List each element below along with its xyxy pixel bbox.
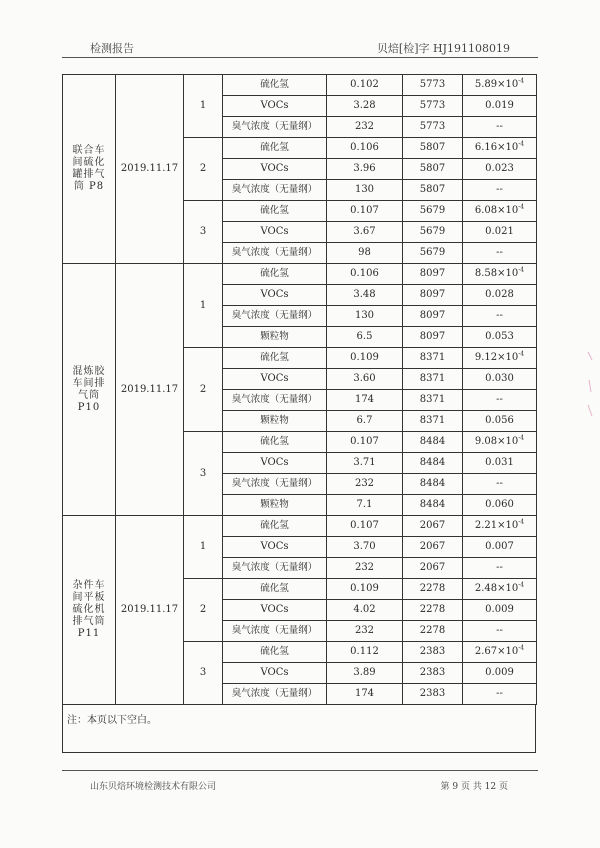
source-name-line: P10 [77,401,101,413]
emission-rate-cell [463,264,537,285]
concentration-cell: 4.02 [327,600,403,621]
emission-rate-cell: 0.019 [463,96,537,117]
pollutant-cell: VOCs [223,453,327,474]
pollutant-cell: VOCs [223,222,327,243]
table-row [63,75,537,96]
rate-exponent: -4 [518,77,525,85]
concentration-cell: 232 [327,558,403,579]
seal-fragment [586,350,592,420]
concentration-cell: 7.1 [327,495,403,516]
pollutant-cell: 颗粒物 [223,411,327,432]
source-name-line: 车间排 [72,377,106,389]
rate-mantissa: 6.08×10 [474,205,519,216]
concentration-cell: 0.107 [327,201,403,222]
header-rule [62,57,538,58]
concentration-cell: 0.109 [327,579,403,600]
source-name-line: 混炼胶 [72,365,106,377]
concentration-cell: 3.89 [327,663,403,684]
emission-rate-cell: -- [463,243,537,264]
table-row [63,264,537,285]
pollutant-cell: VOCs [223,159,327,180]
emission-rate-cell: -- [463,390,537,411]
pollutant-cell: 硫化氢 [223,348,327,369]
footer-rule [62,770,538,771]
emission-rate-cell: 0.009 [463,663,537,684]
emission-rate-cell [463,75,537,96]
flow-cell: 5679 [403,243,463,264]
concentration-cell: 232 [327,621,403,642]
pollutant-cell: 臭气浓度（无量纲） [223,117,327,138]
rate-mantissa: 2.48×10 [474,583,519,594]
rate-exponent: -4 [518,644,525,652]
source-name-line: 间硫化 [72,157,106,168]
pollutant-cell: 硫化氢 [223,75,327,96]
flow-cell: 2383 [403,642,463,663]
pollutant-cell: VOCs [223,285,327,306]
emission-rate-cell: 0.030 [463,369,537,390]
source-name-cell [63,516,116,705]
round-number-cell: 1 [184,75,223,138]
pollutant-cell: 颗粒物 [223,495,327,516]
round-number-cell: 2 [184,138,223,201]
flow-cell: 8484 [403,432,463,453]
source-name-line: 排气筒 [72,616,106,627]
emission-rate-cell: -- [463,621,537,642]
emission-rate-cell: 0.056 [463,411,537,432]
concentration-cell: 0.107 [327,432,403,453]
emission-rate-cell [463,516,537,537]
rate-exponent: -4 [518,203,525,211]
flow-cell: 2067 [403,558,463,579]
pollutant-cell: 臭气浓度（无量纲） [223,474,327,495]
emission-rate-cell [463,579,537,600]
page-number: 第 9 页 共 12 页 [440,782,508,792]
report-type-label: 检测报告 [90,42,134,55]
emission-rate-cell: -- [463,180,537,201]
flow-cell: 8097 [403,264,463,285]
source-name-line: 气筒 [78,389,100,401]
flow-cell: 8097 [403,327,463,348]
pollutant-cell: 臭气浓度（无量纲） [223,684,327,705]
sample-date-cell: 2019.11.17 [116,75,184,264]
source-name-line: 间平板 [72,592,106,603]
pollutant-cell: 硫化氢 [223,642,327,663]
flow-cell: 2278 [403,600,463,621]
company-name: 山东贝焙环境检测技术有限公司 [90,782,217,792]
pollutant-cell: VOCs [223,369,327,390]
flow-cell: 8371 [403,390,463,411]
concentration-cell: 6.7 [327,411,403,432]
rate-mantissa: 5.89×10 [474,79,519,90]
emission-rate-cell [463,138,537,159]
flow-cell: 5807 [403,180,463,201]
pollutant-cell: 臭气浓度（无量纲） [223,621,327,642]
concentration-cell: 174 [327,684,403,705]
rate-mantissa: 9.12×10 [474,352,519,363]
concentration-cell: 130 [327,180,403,201]
emission-rate-cell [463,432,537,453]
source-name-line: P11 [77,628,101,639]
round-number-cell: 3 [184,642,223,705]
rate-exponent: -4 [518,434,525,442]
concentration-cell: 3.60 [327,369,403,390]
flow-cell: 5773 [403,117,463,138]
sample-date-cell: 2019.11.17 [116,516,184,705]
pollutant-cell: 臭气浓度（无量纲） [223,243,327,264]
rate-exponent: -4 [518,518,525,526]
pollutant-cell: 臭气浓度（无量纲） [223,390,327,411]
flow-cell: 2383 [403,684,463,705]
concentration-cell: 0.106 [327,264,403,285]
concentration-cell: 0.109 [327,348,403,369]
flow-cell: 5807 [403,138,463,159]
concentration-cell: 0.112 [327,642,403,663]
pollutant-cell: VOCs [223,96,327,117]
table-row [63,516,537,537]
pollutant-cell: 硫化氢 [223,201,327,222]
concentration-cell: 174 [327,390,403,411]
pollutant-cell: 硫化氢 [223,138,327,159]
concentration-cell: 3.96 [327,159,403,180]
round-number-cell: 1 [184,264,223,348]
emission-rate-cell: 0.009 [463,600,537,621]
flow-cell: 5679 [403,222,463,243]
pollutant-cell: 颗粒物 [223,327,327,348]
rate-exponent: -4 [518,140,525,148]
emission-rate-cell: -- [463,306,537,327]
flow-cell: 5773 [403,75,463,96]
concentration-cell: 0.107 [327,516,403,537]
flow-cell: 2278 [403,579,463,600]
emission-rate-cell: 0.021 [463,222,537,243]
pollutant-cell: 臭气浓度（无量纲） [223,180,327,201]
emission-rate-cell: 0.028 [463,285,537,306]
source-name-cell [63,75,116,264]
source-name-line: 联合车 [72,145,106,156]
rate-mantissa: 6.16×10 [474,142,519,153]
round-number-cell: 2 [184,348,223,432]
flow-cell: 8371 [403,369,463,390]
emission-rate-cell [463,642,537,663]
pollutant-cell: 臭气浓度（无量纲） [223,558,327,579]
pollutant-cell: VOCs [223,600,327,621]
flow-cell: 8484 [403,474,463,495]
emission-rate-cell: -- [463,117,537,138]
round-number-cell: 1 [184,516,223,579]
flow-cell: 8097 [403,306,463,327]
emission-rate-cell: -- [463,684,537,705]
pollutant-cell: 硫化氢 [223,579,327,600]
note-box [62,705,536,753]
concentration-cell: 6.5 [327,327,403,348]
emission-data-table [62,74,537,705]
rate-exponent: -4 [518,581,525,589]
pollutant-cell: 臭气浓度（无量纲） [223,306,327,327]
concentration-cell: 3.67 [327,222,403,243]
flow-cell: 5773 [403,96,463,117]
concentration-cell: 232 [327,474,403,495]
rate-mantissa: 9.08×10 [474,436,519,447]
concentration-cell: 3.70 [327,537,403,558]
concentration-cell: 3.28 [327,96,403,117]
emission-rate-cell: -- [463,474,537,495]
source-name-cell [63,264,116,516]
emission-rate-cell: 0.023 [463,159,537,180]
emission-rate-cell: -- [463,558,537,579]
source-name-line: 杂件车 [72,580,106,591]
concentration-cell: 0.102 [327,75,403,96]
flow-cell: 5807 [403,159,463,180]
flow-cell: 5679 [403,201,463,222]
rate-mantissa: 2.67×10 [474,646,519,657]
flow-cell: 8371 [403,411,463,432]
emission-rate-cell: 0.053 [463,327,537,348]
rate-exponent: -4 [518,350,525,358]
round-number-cell: 2 [184,579,223,642]
rate-mantissa: 2.21×10 [474,520,519,531]
emission-rate-cell: 0.060 [463,495,537,516]
emission-rate-cell: 0.007 [463,537,537,558]
concentration-cell: 232 [327,117,403,138]
concentration-cell: 98 [327,243,403,264]
pollutant-cell: VOCs [223,663,327,684]
flow-cell: 8371 [403,348,463,369]
round-number-cell: 3 [184,432,223,516]
emission-rate-cell [463,201,537,222]
pollutant-cell: 硫化氢 [223,516,327,537]
flow-cell: 2067 [403,516,463,537]
source-name-line: 硫化机 [72,604,106,615]
page-header [0,38,600,58]
concentration-cell: 3.48 [327,285,403,306]
pollutant-cell: 硫化氢 [223,432,327,453]
source-name-line: 筒 P8 [73,181,105,192]
round-number-cell: 3 [184,201,223,264]
concentration-cell: 3.71 [327,453,403,474]
flow-cell: 8097 [403,285,463,306]
flow-cell: 8484 [403,495,463,516]
flow-cell: 2278 [403,621,463,642]
sample-date-cell: 2019.11.17 [116,264,184,516]
flow-cell: 8484 [403,453,463,474]
flow-cell: 2383 [403,663,463,684]
pollutant-cell: 硫化氢 [223,264,327,285]
concentration-cell: 130 [327,306,403,327]
rate-mantissa: 8.58×10 [474,268,519,279]
emission-rate-cell [463,348,537,369]
source-name-line: 罐排气 [72,169,106,180]
emission-rate-cell: 0.031 [463,453,537,474]
flow-cell: 2067 [403,537,463,558]
report-number: 贝焙[检]字 HJ191108019 [376,42,510,55]
rate-exponent: -4 [518,266,525,274]
note-text: 注：本页以下空白。 [67,715,157,726]
concentration-cell: 0.106 [327,138,403,159]
pollutant-cell: VOCs [223,537,327,558]
